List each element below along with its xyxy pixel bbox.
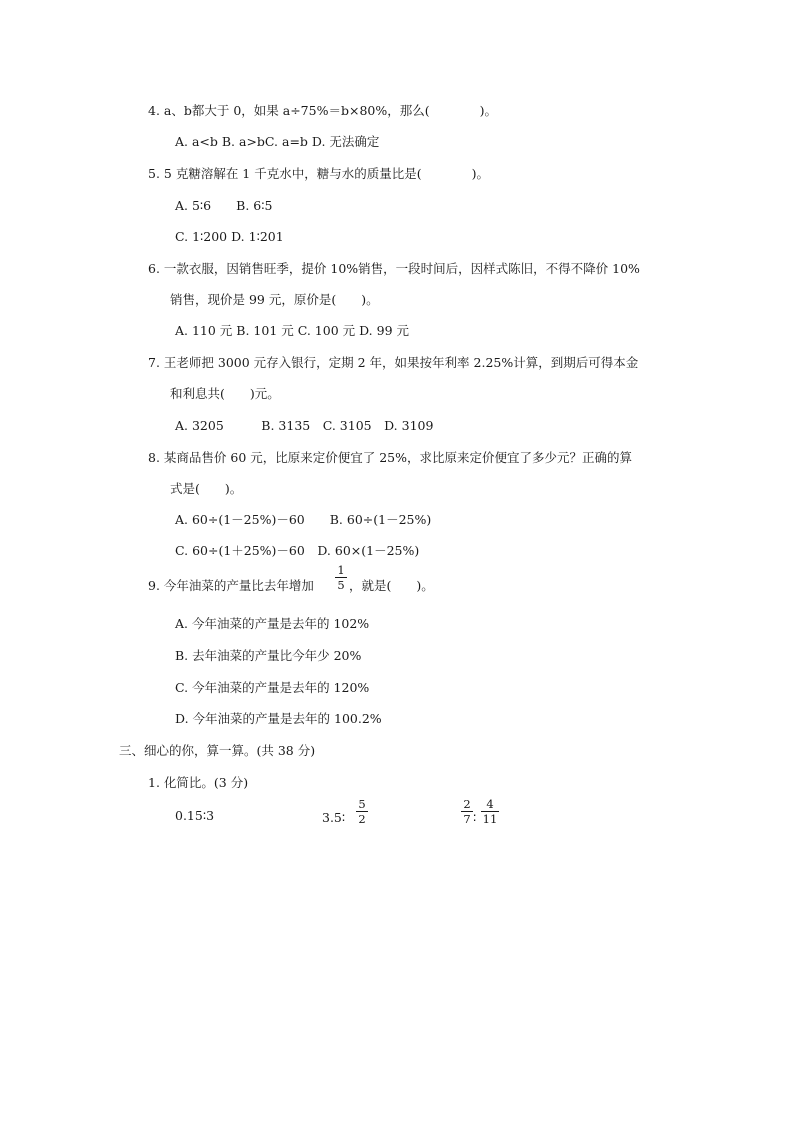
ratio-item-c-sep: ∶ (473, 810, 477, 825)
section3-title: 三、细心的你，算一算。(共 38 分) (119, 743, 316, 758)
q9-option-d: D. 今年油菜的产量是去年的 100.2% (175, 711, 382, 726)
ratio-b-num: 5 (358, 797, 366, 811)
ratio-item-b-fraction (356, 798, 368, 825)
ratio-item-c-fraction2 (481, 798, 499, 825)
q5-options-line2: C. 1∶200 D. 1∶201 (175, 229, 284, 244)
q4-options: A. a<b B. a>bC. a=b D. 无法确定 (175, 134, 380, 149)
ratio-c-num1: 2 (463, 797, 471, 811)
ratio-b-den: 2 (358, 812, 366, 826)
section3-sub1: 1. 化简比。(3 分) (148, 775, 249, 790)
q9-option-b: B. 去年油菜的产量比今年少 20% (175, 648, 362, 663)
q7-stem-cont: 和利息共( )元。 (170, 386, 280, 401)
q9-option-a: A. 今年油菜的产量是去年的 102% (175, 616, 370, 631)
q9-frac-num: 1 (337, 563, 345, 577)
ratio-c-den1: 7 (463, 812, 471, 826)
q6-stem: 6. 一款衣服，因销售旺季，提价 10%销售，一段时间后，因样式陈旧，不得不降价 10% (148, 261, 640, 276)
q9-stem-after: ，就是( )。 (349, 578, 434, 593)
q9-option-c: C. 今年油菜的产量是去年的 120% (175, 680, 370, 695)
q7-options: A. 3205 B. 3135 C. 3105 D. 3109 (175, 418, 434, 433)
q5-options-line1: A. 5∶6 B. 6∶5 (175, 198, 273, 213)
ratio-item-a: 0.15∶3 (175, 808, 215, 823)
q9-fraction (335, 564, 347, 591)
q8-stem-cont: 式是( )。 (170, 481, 243, 496)
q5-stem: 5. 5 克糖溶解在 1 千克水中，糖与水的质量比是( )。 (148, 166, 489, 181)
q8-options-line2: C. 60÷(1＋25%)－60 D. 60×(1－25%) (175, 543, 420, 558)
q4-stem: 4. a、b都大于 0，如果 a÷75%＝b×80%，那么( )。 (148, 103, 497, 118)
q6-stem-cont: 销售，现价是 99 元，原价是( )。 (170, 292, 379, 307)
ratio-c-num2: 4 (486, 797, 494, 811)
ratio-item-c-fraction1 (461, 798, 473, 825)
q6-options: A. 110 元 B. 101 元 C. 100 元 D. 99 元 (175, 323, 409, 338)
q7-stem: 7. 王老师把 3000 元存入银行，定期 2 年，如果按年利率 2.25%计算，到期后可得本金 (148, 355, 639, 370)
q8-stem: 8. 某商品售价 60 元，比原来定价便宜了 25%，求比原来定价便宜了多少元？正确的算 (148, 450, 633, 465)
q9-frac-den: 5 (337, 578, 345, 592)
ratio-c-den2: 11 (482, 812, 498, 826)
q8-options-line1: A. 60÷(1－25%)－60 B. 60÷(1－25%) (175, 512, 432, 527)
q9-stem-before: 9. 今年油菜的产量比去年增加 (148, 578, 314, 593)
ratio-item-b-prefix: 3.5∶ (322, 810, 346, 825)
